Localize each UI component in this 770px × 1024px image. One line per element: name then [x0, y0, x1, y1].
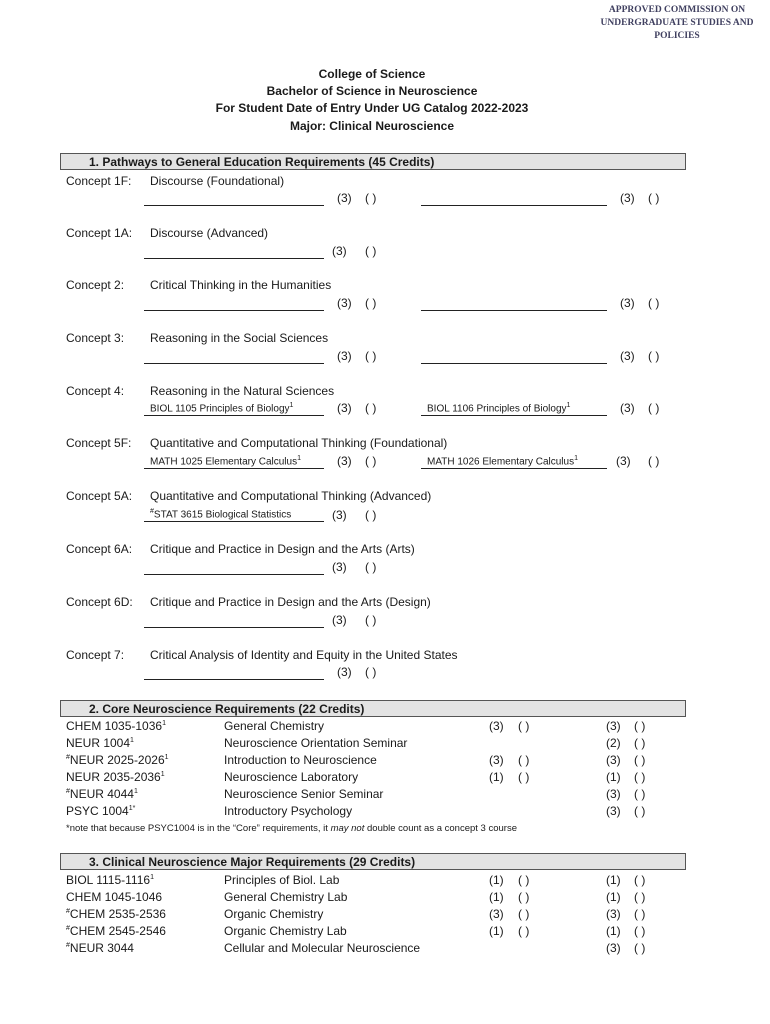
grade-box[interactable]: ( ): [634, 804, 646, 818]
concept-6d-name: Critique and Practice in Design and the Arts (Design): [150, 595, 431, 609]
grade-box[interactable]: ( ): [634, 787, 646, 801]
concept-5a-label: Concept 5A:: [66, 489, 133, 503]
concept-3-blank-1[interactable]: [144, 363, 324, 364]
concept-3-label: Concept 3:: [66, 331, 125, 345]
credit-hours: (1): [489, 770, 504, 784]
credit-hours: (3): [606, 753, 621, 767]
catalog-title: For Student Date of Entry Under UG Catalog 2022-2023: [215, 101, 529, 115]
concept-1a-name: Discourse (Advanced): [150, 226, 269, 240]
credit-hours: (1): [489, 890, 504, 904]
concept-7-blank-1[interactable]: [144, 679, 324, 680]
credit-hours: (3): [606, 719, 621, 733]
concept-5f-blank-1[interactable]: MATH 1025 Elementary Calculus$^1$: [144, 468, 324, 469]
grade-box[interactable]: ( ): [365, 613, 377, 627]
course-name: Neuroscience Laboratory: [224, 770, 359, 784]
concept-2-label: Concept 2:: [66, 278, 125, 292]
course-code: #NEUR 2025-2026$^1$: [66, 753, 169, 767]
course-name: Organic Chemistry: [224, 907, 324, 921]
credit-hours: (3): [337, 296, 352, 310]
grade-box[interactable]: ( ): [518, 770, 530, 784]
psyc-note: *note that because PSYC1004 is in the “Core” requirements, it may not double count as a concept 3 course: [66, 823, 517, 834]
grade-box[interactable]: ( ): [634, 873, 646, 887]
concept-1f-blank-1[interactable]: [144, 205, 324, 206]
grade-box[interactable]: ( ): [634, 753, 646, 767]
course-code: NEUR 2035-2036$^1$: [66, 770, 165, 784]
grade-box[interactable]: ( ): [518, 907, 530, 921]
concept-4-label: Concept 4:: [66, 384, 125, 398]
grade-box[interactable]: ( ): [634, 924, 646, 938]
credit-hours: (1): [606, 770, 621, 784]
course-code: PSYC $1004^{1*}$: [66, 804, 136, 818]
concept-1f-blank-2[interactable]: [421, 205, 607, 206]
grade-box[interactable]: ( ): [365, 560, 377, 574]
concept-6a-blank-1[interactable]: [144, 574, 324, 575]
course-code: CHEM 1035-1036$^1$: [66, 719, 166, 733]
grade-box[interactable]: ( ): [365, 296, 377, 310]
credit-hours: (3): [606, 804, 621, 818]
credit-hours: (3): [332, 560, 347, 574]
concept-4-blank-2[interactable]: BIOL 1106 Principles of Biology$^1$: [421, 415, 607, 416]
grade-box[interactable]: ( ): [518, 890, 530, 904]
grade-box[interactable]: ( ): [634, 890, 646, 904]
credit-hours: (3): [620, 349, 635, 363]
section-1-header: 1. Pathways to General Education Requirements (45 Credits): [60, 153, 686, 170]
grade-box[interactable]: ( ): [648, 401, 660, 415]
credit-hours: (3): [332, 244, 347, 258]
credit-hours: (3): [606, 941, 621, 955]
concept-6a-label: Concept 6A:: [66, 542, 133, 556]
course-name: Cellular and Molecular Neuroscience: [224, 941, 421, 955]
credit-hours: (3): [337, 191, 352, 205]
course-code: NEUR 1004$^1$: [66, 736, 134, 750]
major-title: Major: Clinical Neuroscience: [289, 119, 455, 133]
course-name: Principles of Biol. Lab: [224, 873, 340, 887]
credit-hours: (3): [620, 401, 635, 415]
course-code: #NEUR 4044$^1$: [66, 787, 138, 801]
grade-box[interactable]: ( ): [518, 873, 530, 887]
credit-hours: (3): [620, 191, 635, 205]
grade-box[interactable]: ( ): [365, 508, 377, 522]
credit-hours: (3): [337, 454, 352, 468]
concept-5f-name: Quantitative and Computational Thinking (Foundational): [150, 436, 448, 450]
credit-hours: (3): [606, 787, 621, 801]
concept-2-blank-2[interactable]: [421, 310, 607, 311]
concept-3-name: Reasoning in the Social Sciences: [150, 331, 329, 345]
credit-hours: (3): [620, 296, 635, 310]
concept-7-name: Critical Analysis of Identity and Equity in the United States: [150, 648, 458, 662]
grade-box[interactable]: ( ): [365, 454, 377, 468]
grade-box[interactable]: ( ): [648, 191, 660, 205]
grade-box[interactable]: ( ): [648, 296, 660, 310]
concept-1f-name: Discourse (Foundational): [150, 174, 285, 188]
credit-hours: (2): [606, 736, 621, 750]
grade-box[interactable]: ( ): [365, 665, 377, 679]
concept-6d-blank-1[interactable]: [144, 627, 324, 628]
grade-box[interactable]: ( ): [634, 941, 646, 955]
grade-box[interactable]: ( ): [518, 719, 530, 733]
concept-5f-blank-2[interactable]: MATH 1026 Elementary Calculus$^1$: [421, 468, 607, 469]
concept-7-label: Concept 7:: [66, 648, 125, 662]
concept-4-blank-1[interactable]: BIOL 1105 Principles of Biology$^1$: [144, 415, 324, 416]
course-name: Introduction to Neuroscience: [224, 753, 377, 767]
grade-box[interactable]: ( ): [365, 401, 377, 415]
concept-5a-blank-1[interactable]: #STAT 3615 Biological Statistics: [144, 521, 324, 522]
credit-hours: (3): [489, 907, 504, 921]
credit-hours: (3): [606, 907, 621, 921]
credit-hours: (3): [489, 719, 504, 733]
credit-hours: (3): [337, 401, 352, 415]
grade-box[interactable]: ( ): [634, 736, 646, 750]
course-name: Introductory Psychology: [224, 804, 353, 818]
course-name: Organic Chemistry Lab: [224, 924, 347, 938]
credit-hours: (1): [606, 924, 621, 938]
grade-box[interactable]: ( ): [365, 349, 377, 363]
credit-hours: (3): [332, 508, 347, 522]
course-name: Neuroscience Senior Seminar: [224, 787, 384, 801]
grade-box[interactable]: ( ): [365, 191, 377, 205]
credit-hours: (1): [606, 890, 621, 904]
concept-5a-name: Quantitative and Computational Thinking (Advanced): [150, 489, 432, 503]
section-2-header: 2. Core Neuroscience Requirements (22 Credits): [60, 700, 686, 717]
section-3-header: 3. Clinical Neuroscience Major Requirements (29 Credits): [60, 853, 686, 870]
credit-hours: (1): [489, 873, 504, 887]
course-name: Neuroscience Orientation Seminar: [224, 736, 408, 750]
degree-title: Bachelor of Science in Neuroscience: [266, 84, 478, 98]
course-code: CHEM 1045-1046: [66, 890, 163, 904]
concept-6d-label: Concept 6D:: [66, 595, 133, 609]
concept-2-blank-1[interactable]: [144, 310, 324, 311]
course-code: BIOL 1115-1116$^1$: [66, 873, 154, 887]
grade-box[interactable]: ( ): [634, 907, 646, 921]
grade-box[interactable]: ( ): [365, 244, 377, 258]
course-code: #CHEM 2535-2536: [66, 907, 166, 921]
concept-1f-label: Concept 1F:: [66, 174, 132, 188]
course-code: #CHEM 2545-2546: [66, 924, 166, 938]
concept-1a-label: Concept 1A:: [66, 226, 133, 240]
credit-hours: (3): [337, 665, 352, 679]
concept-5f-label: Concept 5F:: [66, 436, 132, 450]
credit-hours: (3): [332, 613, 347, 627]
concept-3-blank-2[interactable]: [421, 363, 607, 364]
concept-1a-blank-1[interactable]: [144, 258, 324, 259]
course-name: General Chemistry Lab: [224, 890, 348, 904]
college-title: College of Science: [318, 67, 426, 81]
grade-box[interactable]: ( ): [634, 770, 646, 784]
credit-hours: (1): [606, 873, 621, 887]
concept-2-name: Critical Thinking in the Humanities: [150, 278, 332, 292]
grade-box[interactable]: ( ): [518, 924, 530, 938]
grade-box[interactable]: ( ): [648, 454, 660, 468]
credit-hours: (3): [489, 753, 504, 767]
credit-hours: (1): [489, 924, 504, 938]
course-name: General Chemistry: [224, 719, 325, 733]
approval-stamp: APPROVED COMMISSION ON UNDERGRADUATE STUDIES AND POLICIES: [600, 5, 754, 41]
grade-box[interactable]: ( ): [518, 753, 530, 767]
course-code: #NEUR 3044: [66, 941, 134, 955]
grade-box[interactable]: ( ): [634, 719, 646, 733]
concept-4-name: Reasoning in the Natural Sciences: [150, 384, 335, 398]
grade-box[interactable]: ( ): [648, 349, 660, 363]
concept-6a-name: Critique and Practice in Design and the Arts (Arts): [150, 542, 415, 556]
credit-hours: (3): [337, 349, 352, 363]
credit-hours: (3): [616, 454, 631, 468]
